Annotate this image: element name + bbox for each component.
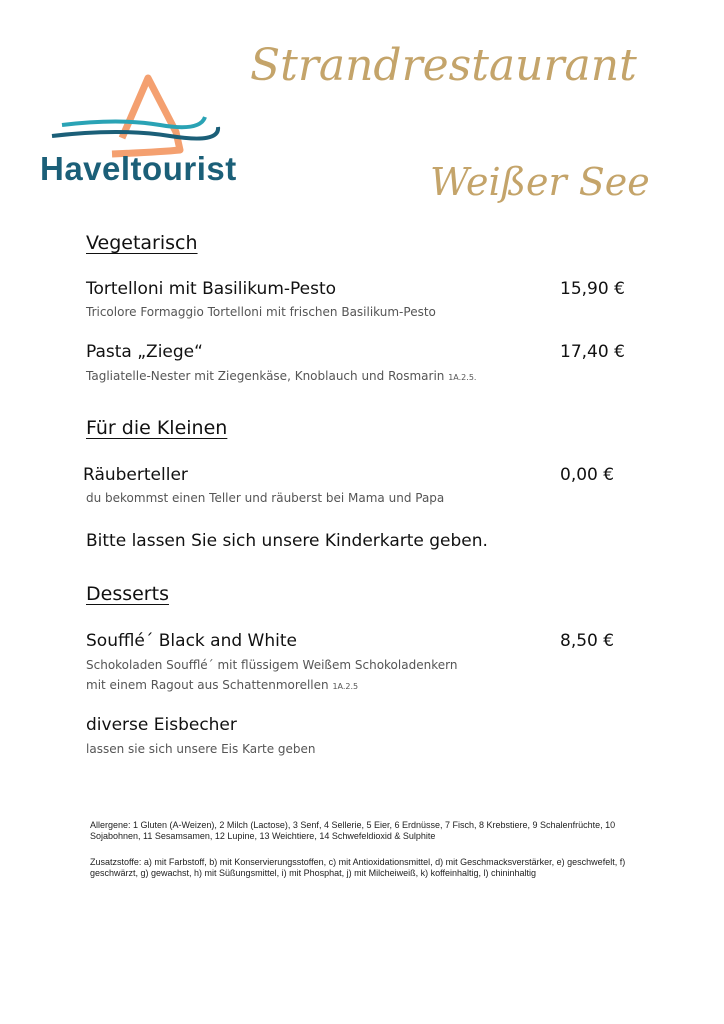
item-price: 0,00 €: [560, 465, 615, 485]
section-title-vegetarisch: Vegetarisch: [86, 232, 198, 254]
kids-menu-note: Bitte lassen Sie sich unsere Kinderkarte geben.: [86, 531, 488, 551]
item-name: Pasta „Ziege“: [86, 342, 203, 362]
desc-text: Tagliatelle-Nester mit Ziegenkäse, Knoblauch und Rosmarin: [86, 369, 445, 383]
desc-line: [86, 675, 546, 697]
item-desc: lassen sie sich unsere Eis Karte geben: [86, 742, 316, 756]
restaurant-subtitle: Weißer See: [430, 160, 650, 204]
logo-text: Haveltourist: [40, 150, 237, 187]
item-desc: Tricolore Formaggio Tortelloni mit frischen Basilikum-Pesto: [86, 305, 436, 319]
desc-text: mit einem Ragout aus Schattenmorellen: [86, 678, 329, 692]
allergen-legend: Allergene: 1 Gluten (A-Weizen), 2 Milch (Lactose), 3 Senf, 4 Sellerie, 5 Eier, 6 Erdnüsse, 7 Fisch, 8 Krebstiere, 9 Schalenfrüchte, 10 Sojabohnen, 11 Sesamsamen, 12 Lupine, 13 Weichtiere, 14 Schwefeldioxid & Sulphite: [90, 820, 616, 841]
additives-legend: Zusatzstoffe: a) mit Farbstoff, b) mit Konservierungsstoffen, c) mit Antioxidationsmittel, d) mit Geschmacksverstärker, e) geschwefelt, f) geschwärzt, g) gewachst, h) mit Süßungsmittel, i) mit Phosphat, j) mit Milcheiweiß, k) koffeinhaltig, l) chininhaltig: [90, 857, 626, 878]
item-price: 17,40 €: [560, 342, 625, 362]
item-price: 8,50 €: [560, 631, 615, 651]
item-price: 15,90 €: [560, 279, 625, 299]
item-desc: [86, 366, 546, 388]
item-desc: [86, 655, 546, 697]
section-title-desserts: Desserts: [86, 583, 169, 605]
allergen-code: 1A.2.5: [332, 682, 359, 691]
restaurant-title: Strandrestaurant: [250, 40, 637, 91]
item-name: diverse Eisbecher: [86, 715, 237, 735]
desc-line: Schokoladen Soufflé´ mit flüssigem Weißem Schokoladenkern: [86, 658, 458, 672]
allergen-code: 1A.2.5.: [448, 373, 477, 382]
item-desc: du bekommst einen Teller und räuberst bei Mama und Papa: [86, 491, 445, 505]
item-name: Soufflé´ Black and White: [86, 631, 297, 651]
item-name: Tortelloni mit Basilikum-Pesto: [86, 279, 337, 299]
section-title-kleinen: Für die Kleinen: [86, 417, 228, 439]
item-name: Räuberteller: [83, 465, 188, 485]
